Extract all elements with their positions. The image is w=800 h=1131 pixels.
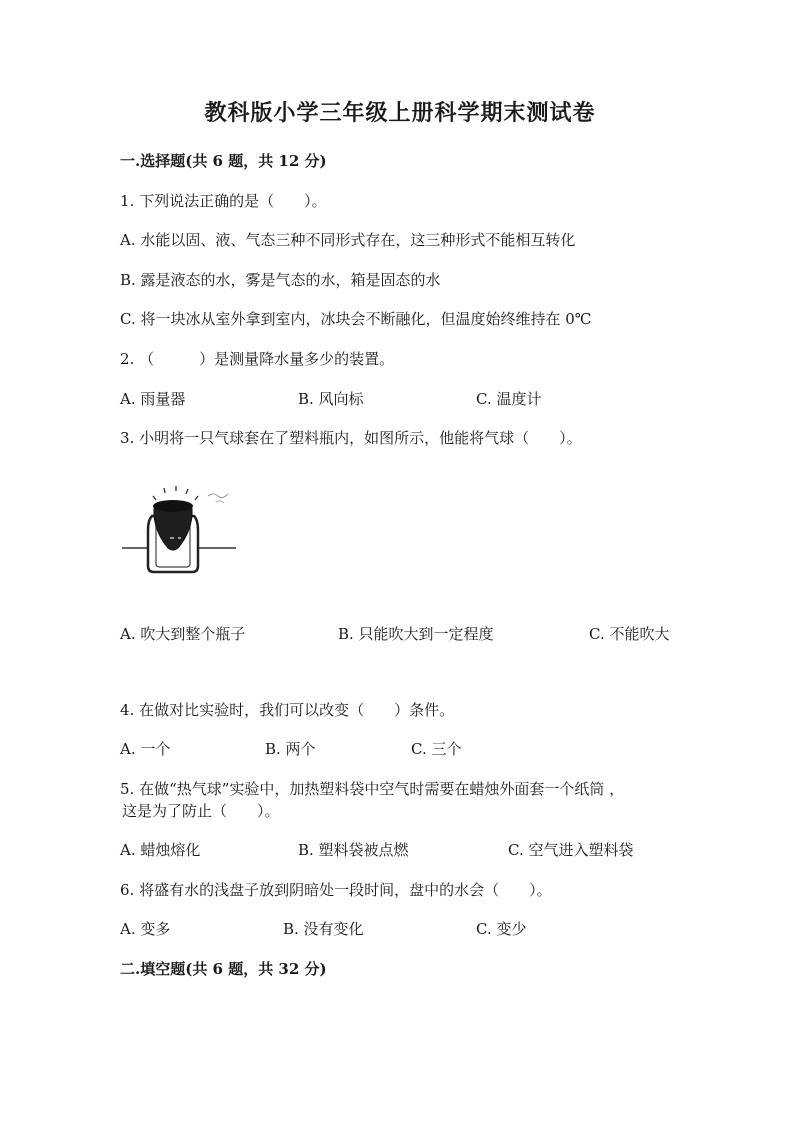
question-5-option-b: B. 塑料袋被点燃 — [298, 841, 409, 859]
question-6-option-a: A. 变多 — [120, 920, 171, 938]
question-4-stem: 4. 在做对比实验时，我们可以改变（ ）条件。 — [120, 701, 455, 719]
question-6-stem: 6. 将盛有水的浅盘子放到阴暗处一段时间，盘中的水会（ ）。 — [120, 881, 552, 899]
question-1-stem: 1. 下列说法正确的是（ ）。 — [120, 192, 327, 210]
question-5-option-a: A. 蜡烛熔化 — [120, 841, 201, 859]
question-5-option-c: C. 空气进入塑料袋 — [508, 841, 634, 859]
question-3-option-a: A. 吹大到整个瓶子 — [120, 625, 246, 643]
question-3-option-c: C. 不能吹大 — [589, 625, 670, 643]
section-heading-fill-blank: 二.填空题(共 6 题，共 32 分) — [120, 960, 327, 978]
question-2-option-b: B. 风向标 — [298, 390, 364, 408]
question-3-option-b: B. 只能吹大到一定程度 — [338, 625, 494, 643]
question-4-option-b: B. 两个 — [265, 740, 316, 758]
question-5-stem-line-1: 5. 在做“热气球”实验中，加热塑料袋中空气时需要在蜡烛外面套一个纸筒 ， — [120, 780, 625, 798]
question-2-option-c: C. 温度计 — [476, 390, 542, 408]
section-heading-choice: 一.选择题(共 6 题，共 12 分) — [120, 152, 327, 170]
question-2-stem: 2. （ ）是测量降水量多少的装置。 — [120, 350, 395, 368]
question-4-option-c: C. 三个 — [411, 740, 462, 758]
question-5-stem-line-2: 这是为了防止（ ）。 — [122, 802, 280, 820]
question-2-option-a: A. 雨量器 — [120, 390, 186, 408]
balloon-in-bottle-illustration — [118, 478, 240, 584]
question-1-option-b: B. 露是液态的水，雾是气态的水，箱是固态的水 — [120, 271, 441, 289]
question-6-option-b: B. 没有变化 — [283, 920, 364, 938]
page-title: 教科版小学三年级上册科学期末测试卷 — [204, 100, 596, 126]
question-1-option-a: A. 水能以固、液、气态三种不同形式存在，这三种形式不能相互转化 — [120, 231, 576, 249]
question-1-option-c: C. 将一块冰从室外拿到室内，冰块会不断融化，但温度始终维持在 0℃ — [120, 310, 592, 328]
balloon-bottle-figure — [118, 478, 240, 584]
question-6-option-c: C. 变少 — [476, 920, 527, 938]
question-4-option-a: A. 一个 — [120, 740, 171, 758]
question-3-stem: 3. 小明将一只气球套在了塑料瓶内，如图所示，他能将气球（ ）。 — [120, 429, 582, 447]
